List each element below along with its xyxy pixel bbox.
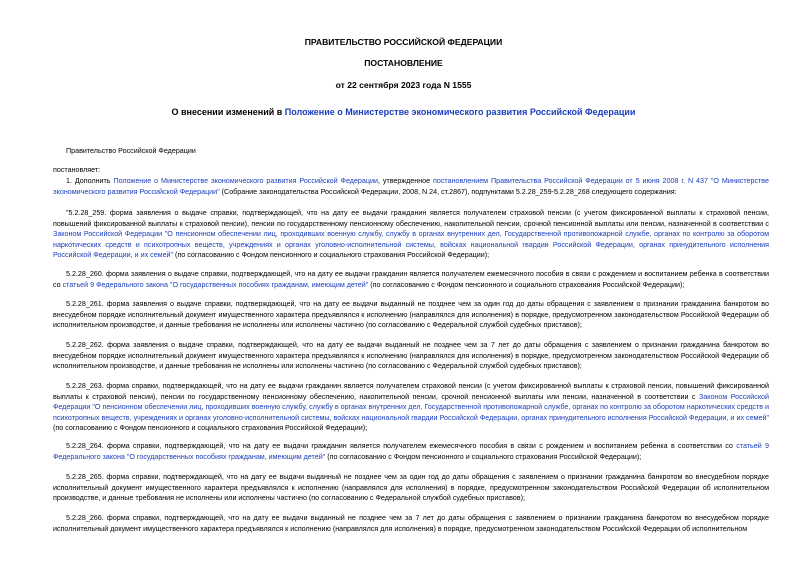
paragraph-item-1: 1. Дополнить Положение о Министерстве экономического развития Российской Федерации, утвержденное постановлением Правительства Российской Федерации от 5 июня 2008 г. N 437 "О Министерстве экономического развития Российской Федерации" (Собрание законодательства Российской Федерации, 2008, N 24, ст.2867), подпунктами 5.2.28_259-5.2.28_268 следующего содержания:: [53, 177, 769, 196]
regulation-title-link[interactable]: Положение о Министерстве экономического развития Российской Федерации: [284, 107, 636, 117]
government-header: ПРАВИТЕЛЬСТВО РОССИЙСКОЙ ФЕДЕРАЦИИ: [304, 37, 503, 47]
paragraph-5-2-28-264: 5.2.28_264. форма справки, подтверждающей, что на дату ее выдачи гражданин является получателем ежемесячного пособия в связи с рождением и воспитанием ребенка в соответствии со статьей 9 Федерального закона "О государственных пособиях гражданам, имеющим детей" (по согласованию с Фондом пенсионного и социального страхования Российской Федерации);: [53, 442, 769, 461]
preamble-decree: постановляет:: [53, 166, 101, 174]
document-title: [0, 107, 807, 117]
document-type: ПОСТАНОВЛЕНИЕ: [364, 58, 443, 68]
paragraph-5-2-28-265: 5.2.28_265. форма справки, подтверждающей, что на дату ее выдачи выданный не позднее чем за один год до даты обращения с заявлением о признании гражданина банкротом во внесудебном порядке исполнительный документ имущественного характера предъявлялся к исполнению (направлялся для исполнения) в порядке, предусмотренном законодательством Российской Федерации об исполнительном производстве, и данные требования не исполнены или исполнены частично (по согласованию с Федеральной службой судебных приставов);: [53, 473, 769, 503]
paragraph-5-2-28-262: 5.2.28_262. форма заявления о выдаче справки, подтверждающей, что на дату ее выдачи выданный не позднее чем за 7 лет до даты обращения с заявлением о признании гражданина банкротом во внесудебном порядке исполнительный документ имущественного характера предъявлялся к исполнению (направлялся для исполнения) в порядке, предусмотренном законодательством Российской Федерации об исполнительном производстве, и данные требования не исполнены или исполнены частично (по согласованию с Федеральной службой судебных приставов);: [53, 341, 769, 371]
document-date: от 22 сентября 2023 года N 1555: [335, 80, 472, 90]
preamble-government: Правительство Российской Федерации: [66, 147, 196, 155]
paragraph-5-2-28-261: 5.2.28_261. форма заявления о выдаче справки, подтверждающей, что на дату ее выдачи выданный не позднее чем за один год до даты обращения с заявлением о признании гражданина банкротом во внесудебном порядке исполнительный документ имущественного характера предъявлялся к исполнению (направлялся для исполнения) в порядке, предусмотренном законодательством Российской Федерации об исполнительном производстве, и данные требования не исполнены или исполнены частично (по согласованию с Федеральной службой судебных приставов);: [53, 300, 769, 330]
benefits-law-article-9-link[interactable]: статьей 9 Федерального закона "О государственных пособиях гражданам, имеющим детей": [62, 280, 369, 289]
paragraph-5-2-28-263: 5.2.28_263. форма справки, подтверждающей, что на дату ее выдачи гражданин является получателем страховой пенсии (с учетом фиксированной выплаты к страховой пенсии, повышений фиксированной выплаты к страховой пенсии), пенсии по государственному пенсионному обеспечению, накопительной пенсии, срочной пенсионной выплаты или пенсии, назначенной в соответствии с Законом Российской Федерации "О пенсионном обеспечении лиц, проходивших военную службу, службу в органах внутренних дел, Государственной противопожарной службе, органах по контролю за оборотом наркотических средств и психотропных веществ, учреждениях и органах уголовно-исполнительной системы, войсках национальной гвардии Российской Федерации, органах принудительного исполнения Российской Федерации, и их семей" (по согласованию с Фондом пенсионного и социального страхования Российской Федерации);: [53, 382, 770, 433]
decree-437-link[interactable]: постановлением Правительства Российской Федерации от 5 июня 2008 г. N 437 "О Министерстве экономического развития Российской Федерации": [53, 177, 769, 196]
pension-law-link[interactable]: Законом Российской Федерации "О пенсионном обеспечении лиц, проходивших военную службу, службу в органах внутренних дел, Государственной противопожарной службе, органах по контролю за оборотом наркотических средств и психотропных веществ, учреждениях и органах уголовно-исполнительной системы, войсках национальной гвардии Российской Федерации, органах принудительного исполнения Российской Федерации, и их семей": [53, 230, 769, 260]
regulation-link[interactable]: Положение о Министерстве экономического развития Российской Федерации: [113, 177, 378, 185]
paragraph-5-2-28-259: "5.2.28_259. форма заявления о выдаче справки, подтверждающей, что на дату ее выдачи гражданин является получателем страховой пенсии (с учетом фиксированной выплаты к страховой пенсии, повышений фиксированной выплаты к страховой пенсии), пенсии по государственному пенсионному обеспечению, накопительной пенсии, срочной пенсионной выплаты или пенсии, назначенной в соответствии с Законом Российской Федерации "О пенсионном обеспечении лиц, проходивших военную службу, службу в органах внутренних дел, Государственной противопожарной службе, органах по контролю за оборотом наркотических средств и психотропных веществ, учреждениях и органах уголовно-исполнительной системы, войсках национальной гвардии Российской Федерации, органах принудительного исполнения Российской Федерации, и их семей" (по согласованию с Фондом пенсионного и социального страхования Российской Федерации);: [53, 209, 769, 260]
paragraph-5-2-28-260: 5.2.28_260. форма заявления о выдаче справки, подтверждающей, что на дату ее выдачи гражданин является получателем ежемесячного пособия в связи с рождением и воспитанием ребенка в соответствии со статьей 9 Федерального закона "О государственных пособиях гражданам, имеющим детей" (по согласованию с Фондом пенсионного и социального страхования Российской Федерации);: [53, 270, 769, 289]
pension-law-link-2[interactable]: Законом Российской Федерации "О пенсионном обеспечении лиц, проходивших военную службу, службу в органах внутренних дел, Государственной противопожарной службе, органах по контролю за оборотом наркотических средств и психотропных веществ, учреждениях и органах уголовно-исполнительной системы, войсках национальной гвардии Российской Федерации, органах принудительного исполнения Российской Федерации, и их семей": [53, 392, 770, 422]
document-title-prefix: О внесении изменений в: [171, 107, 285, 117]
paragraph-5-2-28-266: 5.2.28_266. форма справки, подтверждающей, что на дату ее выдачи выданный не позднее чем за 7 лет до даты обращения с заявлением о признании гражданина банкротом во внесудебном порядке исполнительный документ имущественного характера предъявлялся к исполнению (направлялся для исполнения) в порядке, предусмотренном законодательством Российской Федерации об исполнительном: [53, 514, 769, 533]
benefits-law-article-9-link-2[interactable]: статьей 9 Федерального закона "О государственных пособиях гражданам, имеющим детей": [53, 442, 769, 461]
